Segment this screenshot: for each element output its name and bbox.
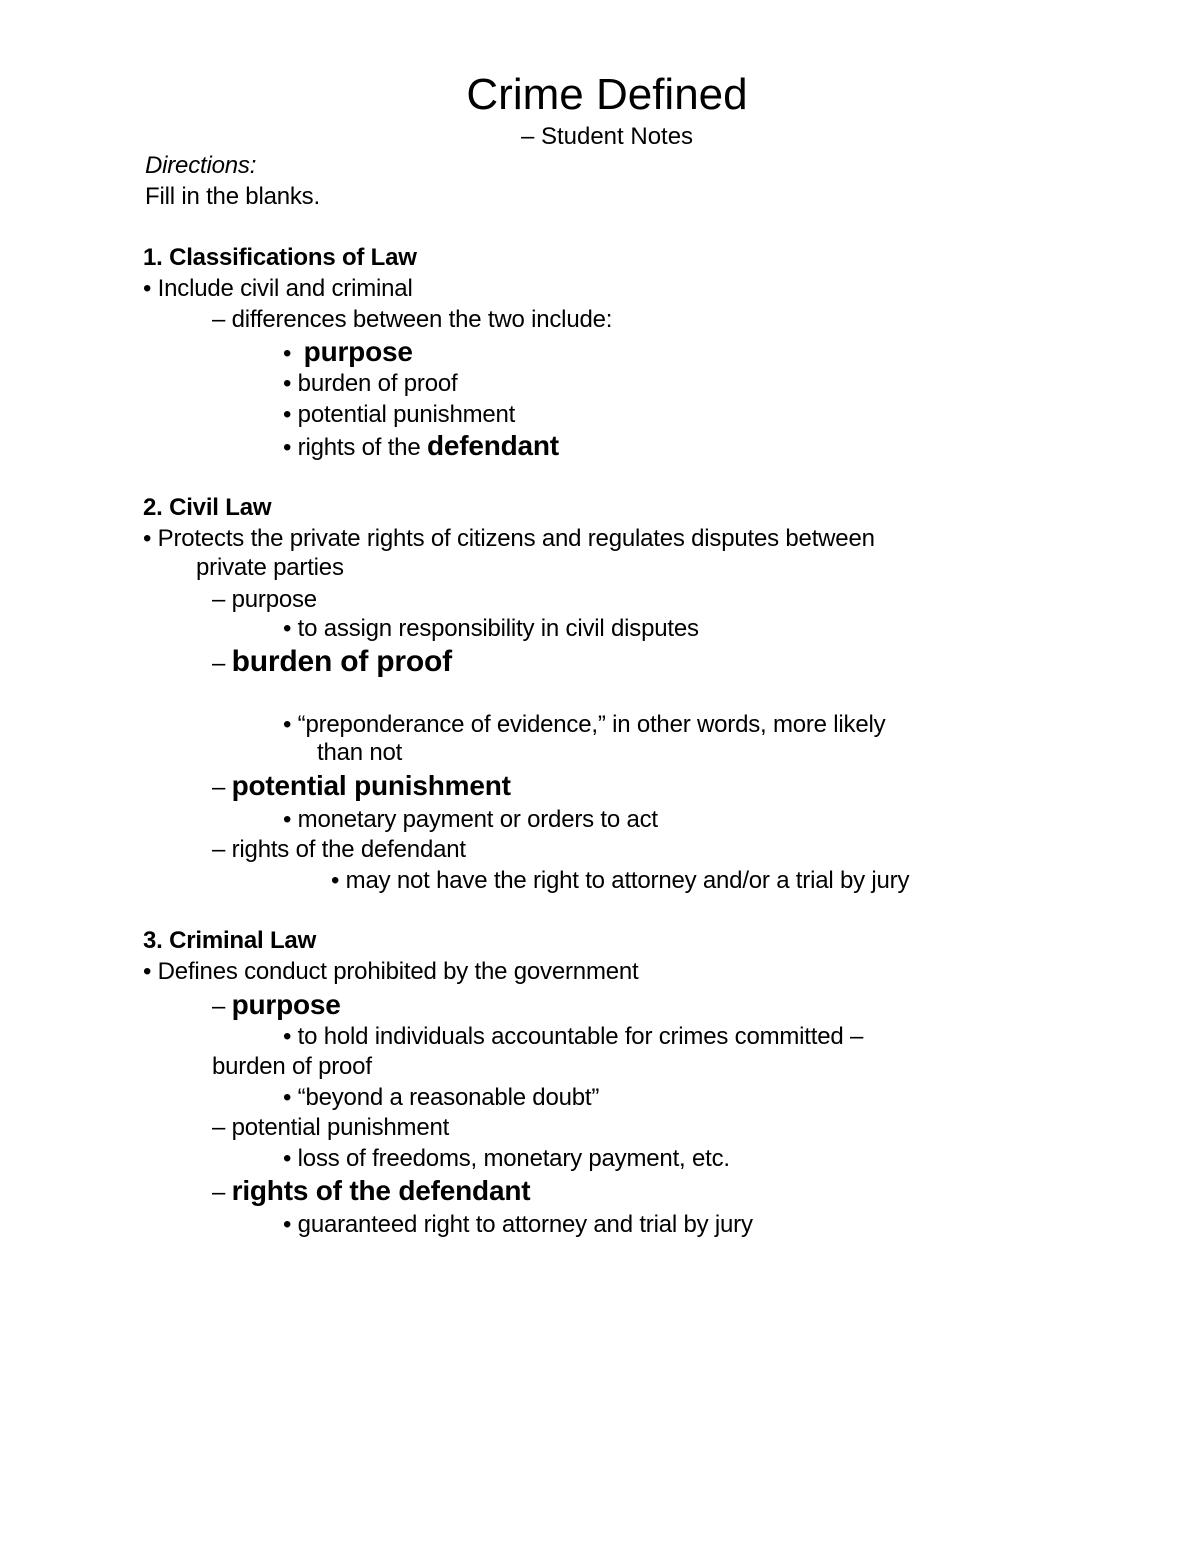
fill-word: purpose xyxy=(231,989,341,1020)
dash: – xyxy=(212,650,232,677)
section-1-item-rights xyxy=(283,431,559,463)
section-2-bullet-line1: • Protects the private rights of citizens and regulates disputes between xyxy=(143,525,875,552)
fill-word: purpose xyxy=(303,336,413,367)
bullet: • xyxy=(283,340,298,367)
directions-text: Fill in the blanks. xyxy=(145,183,320,210)
section-3-punish-dash: – potential punishment xyxy=(212,1114,450,1141)
section-2-burden-dash xyxy=(212,647,452,679)
dash: – xyxy=(212,993,232,1020)
directions-label: Directions: xyxy=(145,152,257,179)
page-title: Crime Defined xyxy=(466,70,748,119)
section-3-purpose-item: • to hold individuals accountable for crimes committed – xyxy=(283,1023,864,1050)
section-2-burden-item-line1: • “preponderance of evidence,” in other words, more likely xyxy=(283,711,886,738)
section-1-heading: 1. Classifications of Law xyxy=(143,244,417,271)
dash: – xyxy=(212,774,232,801)
section-1-item-purpose xyxy=(283,337,413,369)
dash: – xyxy=(212,1179,232,1206)
section-2-rights-item: • may not have the right to attorney and/or a trial by jury xyxy=(331,867,910,894)
section-2-burden-item-line2: than not xyxy=(317,739,403,766)
page-subtitle: – Student Notes xyxy=(520,123,694,150)
item-text: • rights of the xyxy=(283,434,427,461)
section-3-burden-line: burden of proof xyxy=(212,1053,372,1080)
section-2-bullet-line2: private parties xyxy=(196,554,344,581)
section-1-bullet: • Include civil and criminal xyxy=(143,275,413,302)
section-2-purpose-dash: – purpose xyxy=(212,586,317,613)
section-1-item-punishment: • potential punishment xyxy=(283,401,516,428)
section-2-rights-dash: – rights of the defendant xyxy=(212,836,466,863)
section-3-heading: 3. Criminal Law xyxy=(143,927,317,954)
section-2-punish-dash xyxy=(212,771,511,803)
fill-word: rights of the defendant xyxy=(231,1175,531,1206)
section-1-dash: – differences between the two include: xyxy=(212,306,613,333)
fill-word: potential punishment xyxy=(231,770,511,801)
section-2-heading: 2. Civil Law xyxy=(143,494,272,521)
section-3-punish-item: • loss of freedoms, monetary payment, etc. xyxy=(283,1145,730,1172)
section-1-item-burden: • burden of proof xyxy=(283,370,458,397)
fill-word: defendant xyxy=(426,430,559,461)
section-3-burden-item: • “beyond a reasonable doubt” xyxy=(283,1084,600,1111)
section-3-bullet: • Defines conduct prohibited by the government xyxy=(143,958,639,985)
section-2-punish-item: • monetary payment or orders to act xyxy=(283,806,658,833)
section-3-rights-dash xyxy=(212,1176,530,1208)
section-2-purpose-item: • to assign responsibility in civil disputes xyxy=(283,615,699,642)
section-3-rights-item: • guaranteed right to attorney and trial by jury xyxy=(283,1211,753,1238)
fill-word: burden of proof xyxy=(231,645,452,678)
section-3-purpose-dash xyxy=(212,990,341,1022)
